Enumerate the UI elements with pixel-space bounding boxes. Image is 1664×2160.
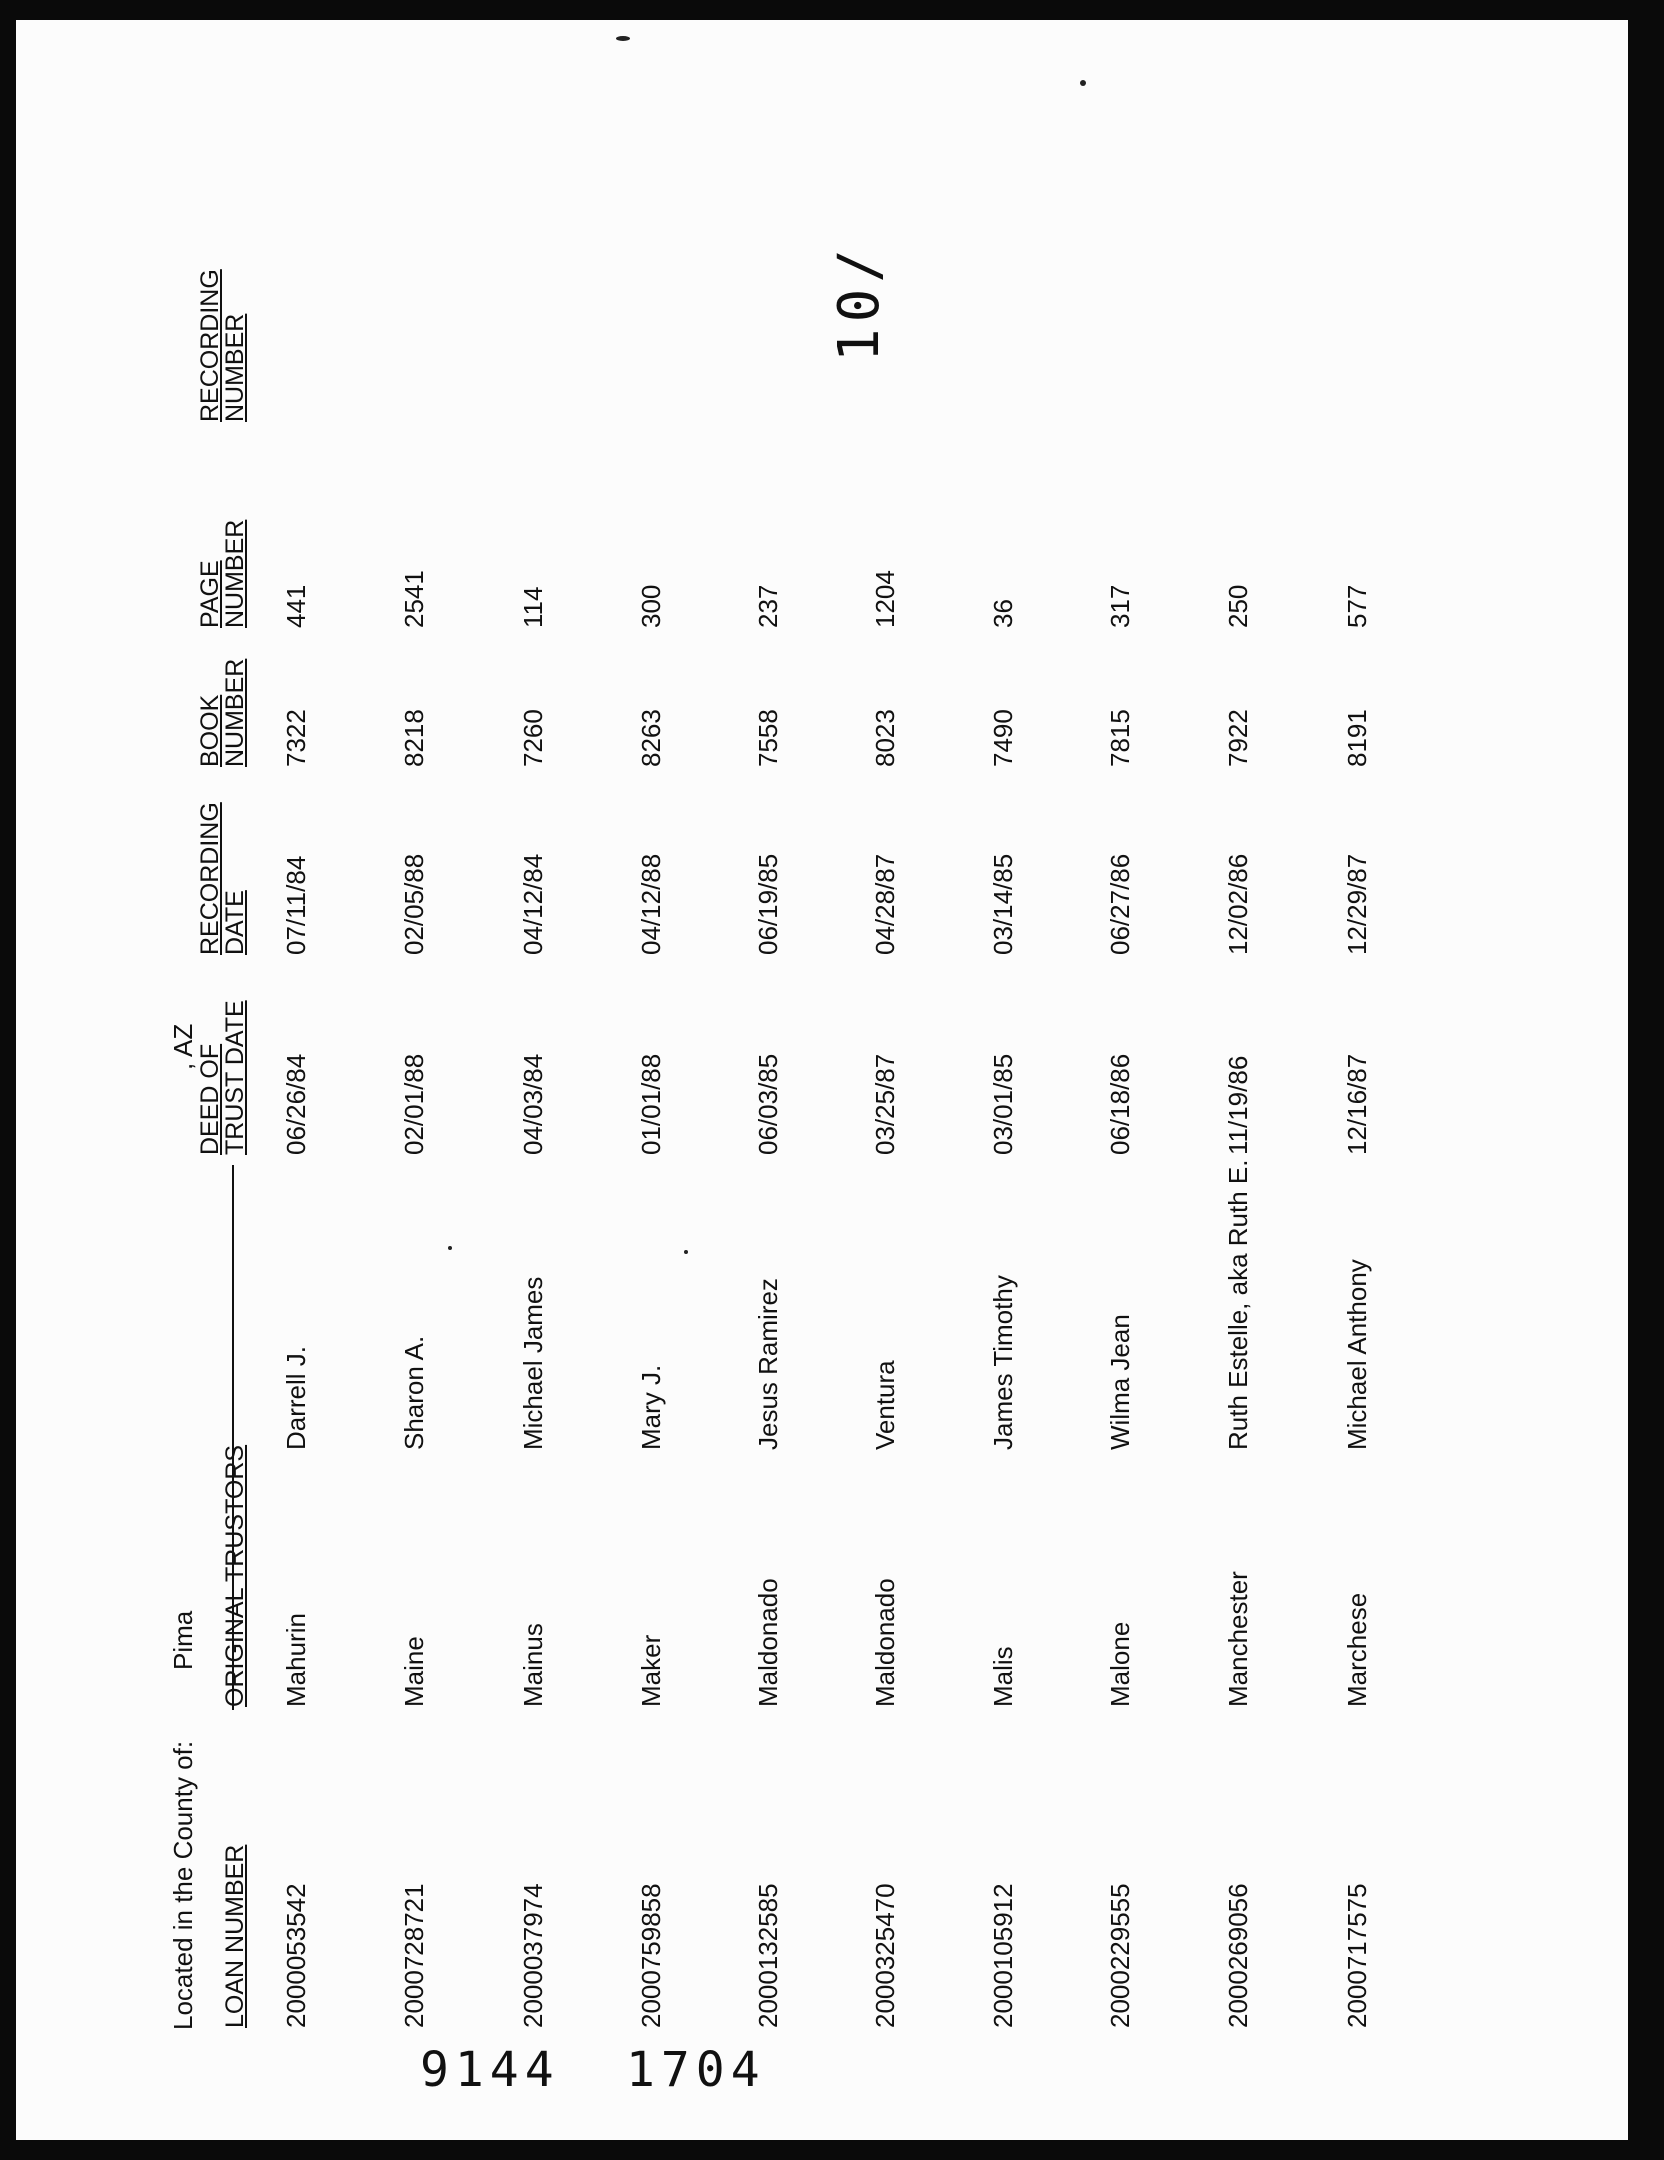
col-original-trustors: ORIGINAL TRUSTORS — [221, 1444, 249, 1707]
book-number-cell: 7558 — [753, 709, 783, 767]
page-number-cell: 114 — [518, 586, 548, 628]
trustor-last-name-cell: Malis — [988, 1646, 1018, 1707]
col-recording-date-line1: RECORDING — [196, 802, 224, 955]
trustor-last-name-cell: Marchese — [1342, 1592, 1372, 1707]
col-page-line1: PAGE — [196, 560, 224, 628]
recording-date-cell: 04/28/87 — [870, 853, 900, 955]
deed-date-cell: 03/01/85 — [988, 1053, 1018, 1155]
loan-number-cell: 2000269056 — [1223, 1883, 1253, 2028]
trustor-first-name-cell: James Timothy — [988, 1275, 1018, 1450]
trustor-last-name-cell: Mahurin — [281, 1613, 311, 1707]
deed-date-cell: 12/16/87 — [1342, 1053, 1372, 1155]
loan-number-cell: 2000717575 — [1342, 1883, 1372, 2028]
loan-number-cell: 2000037974 — [518, 1883, 548, 2028]
trustor-first-name-cell: Michael Anthony — [1342, 1259, 1372, 1450]
trustor-last-name-cell: Maldonado — [870, 1578, 900, 1707]
county-label: Located in the County of: — [168, 1740, 198, 2030]
trustor-last-name-cell: Maine — [399, 1636, 429, 1707]
table-row — [1223, 90, 1263, 2050]
book-number-cell: 7922 — [1223, 709, 1253, 767]
trustor-last-name-cell: Maldonado — [753, 1578, 783, 1707]
page-number-cell: 317 — [1105, 584, 1135, 628]
page-number-cell: 441 — [281, 584, 311, 628]
book-number-cell: 7490 — [988, 709, 1018, 767]
book-number-cell: 8023 — [870, 709, 900, 767]
recording-date-cell: 12/29/87 — [1342, 853, 1372, 955]
col-deed-of-trust-date — [198, 1000, 248, 1155]
table-row — [870, 90, 910, 2050]
table-row — [281, 90, 321, 2050]
loan-number-cell: 2000728721 — [399, 1883, 429, 2028]
loan-number-cell: 2000053542 — [281, 1883, 311, 2028]
recording-date-cell: 04/12/84 — [518, 853, 548, 955]
book-number-cell: 8218 — [399, 709, 429, 767]
book-number-cell: 7260 — [518, 709, 548, 767]
col-page-line2: NUMBER — [221, 519, 249, 628]
loan-number-cell: 2000759858 — [636, 1883, 666, 2028]
trustor-last-name-cell: Maker — [636, 1634, 666, 1707]
book-number-cell: 8263 — [636, 709, 666, 767]
deed-date-cell: 01/01/88 — [636, 1053, 666, 1155]
page-number-cell: 237 — [753, 584, 783, 628]
county-header — [168, 1023, 199, 2030]
handwritten-margin-mark: 10/ — [827, 242, 893, 363]
table-row — [1342, 90, 1382, 2050]
recording-date-cell: 07/11/84 — [281, 855, 311, 955]
state-suffix: , AZ — [168, 1023, 198, 1070]
recording-date-cell: 06/27/86 — [1105, 853, 1135, 955]
page-number-cell: 2541 — [399, 570, 429, 628]
deed-date-cell: 04/03/84 — [518, 1053, 548, 1155]
book-number-cell: 8191 — [1342, 709, 1372, 767]
recording-date-cell: 03/14/85 — [988, 853, 1018, 955]
col-book-line1: BOOK — [196, 694, 224, 767]
deed-date-cell: 11/19/86 — [1223, 1055, 1253, 1155]
trustor-last-name-cell: Malone — [1105, 1621, 1135, 1707]
trustor-last-name-cell: Mainus — [518, 1623, 548, 1707]
trustor-first-name-cell: Wilma Jean — [1105, 1314, 1135, 1450]
recording-date-cell: 06/19/85 — [753, 853, 783, 955]
trustor-first-name-cell: Mary J. — [636, 1364, 666, 1450]
loan-number-cell: 2000105912 — [988, 1883, 1018, 2028]
loan-number-cell: 2000132585 — [753, 1883, 783, 2028]
col-recording-number — [198, 269, 248, 422]
handwritten-number-right: 1704 — [626, 2042, 766, 2098]
col-deed-line2: TRUST DATE — [221, 1000, 249, 1155]
col-page-number — [198, 520, 248, 628]
col-recording-number-line2: NUMBER — [221, 313, 249, 422]
col-deed-line1: DEED OF — [196, 1043, 224, 1155]
deed-date-cell: 06/26/84 — [281, 1053, 311, 1155]
table-row — [988, 90, 1028, 2050]
col-recording-number-line1: RECORDING — [196, 269, 224, 422]
page-number-cell: 250 — [1223, 584, 1253, 628]
table-row — [636, 90, 676, 2050]
deed-date-cell: 06/18/86 — [1105, 1053, 1135, 1155]
table-row — [753, 90, 793, 2050]
col-recording-date-line2: DATE — [221, 890, 249, 955]
trustor-first-name-cell: Sharon A. — [399, 1335, 429, 1450]
deed-date-cell: 06/03/85 — [753, 1053, 783, 1155]
deed-date-cell: 03/25/87 — [870, 1053, 900, 1155]
loan-number-cell: 2000325470 — [870, 1883, 900, 2028]
recording-date-cell: 12/02/86 — [1223, 853, 1253, 955]
table-row — [1105, 90, 1145, 2050]
col-book-line2: NUMBER — [221, 658, 249, 767]
deed-date-cell: 02/01/88 — [399, 1053, 429, 1155]
col-book-number — [198, 659, 248, 767]
table-row — [399, 90, 439, 2050]
page-number-cell: 300 — [636, 584, 666, 628]
trustor-first-name-cell: Darrell J. — [281, 1345, 311, 1450]
loan-number-cell: 2000229555 — [1105, 1883, 1135, 2028]
county-name: Pima — [168, 1610, 198, 1670]
book-number-cell: 7815 — [1105, 709, 1135, 767]
handwritten-number-left: 9144 — [420, 2042, 560, 2098]
col-recording-date — [198, 802, 248, 955]
rotated-table-sheet — [170, 90, 1664, 2050]
page-number-cell: 1204 — [870, 570, 900, 628]
trustor-first-name-cell: Ventura — [870, 1360, 900, 1450]
scan-speck — [1080, 80, 1086, 86]
scan-speck — [616, 36, 630, 41]
book-number-cell: 7322 — [281, 709, 311, 767]
page-number-cell: 577 — [1342, 584, 1372, 628]
trustor-first-name-cell: Michael James — [518, 1276, 548, 1450]
page-number-cell: 36 — [988, 599, 1018, 628]
trustor-last-name-cell: Manchester — [1223, 1571, 1253, 1707]
trustor-underline — [232, 1165, 234, 1710]
trustor-first-name-cell: Jesus Ramirez — [753, 1278, 783, 1450]
recording-date-cell: 02/05/88 — [399, 853, 429, 955]
col-loan-number: LOAN NUMBER — [221, 1844, 249, 2028]
table-row — [518, 90, 558, 2050]
recording-date-cell: 04/12/88 — [636, 853, 666, 955]
trustor-first-name-cell: Ruth Estelle, aka Ruth E. — [1223, 1159, 1253, 1450]
